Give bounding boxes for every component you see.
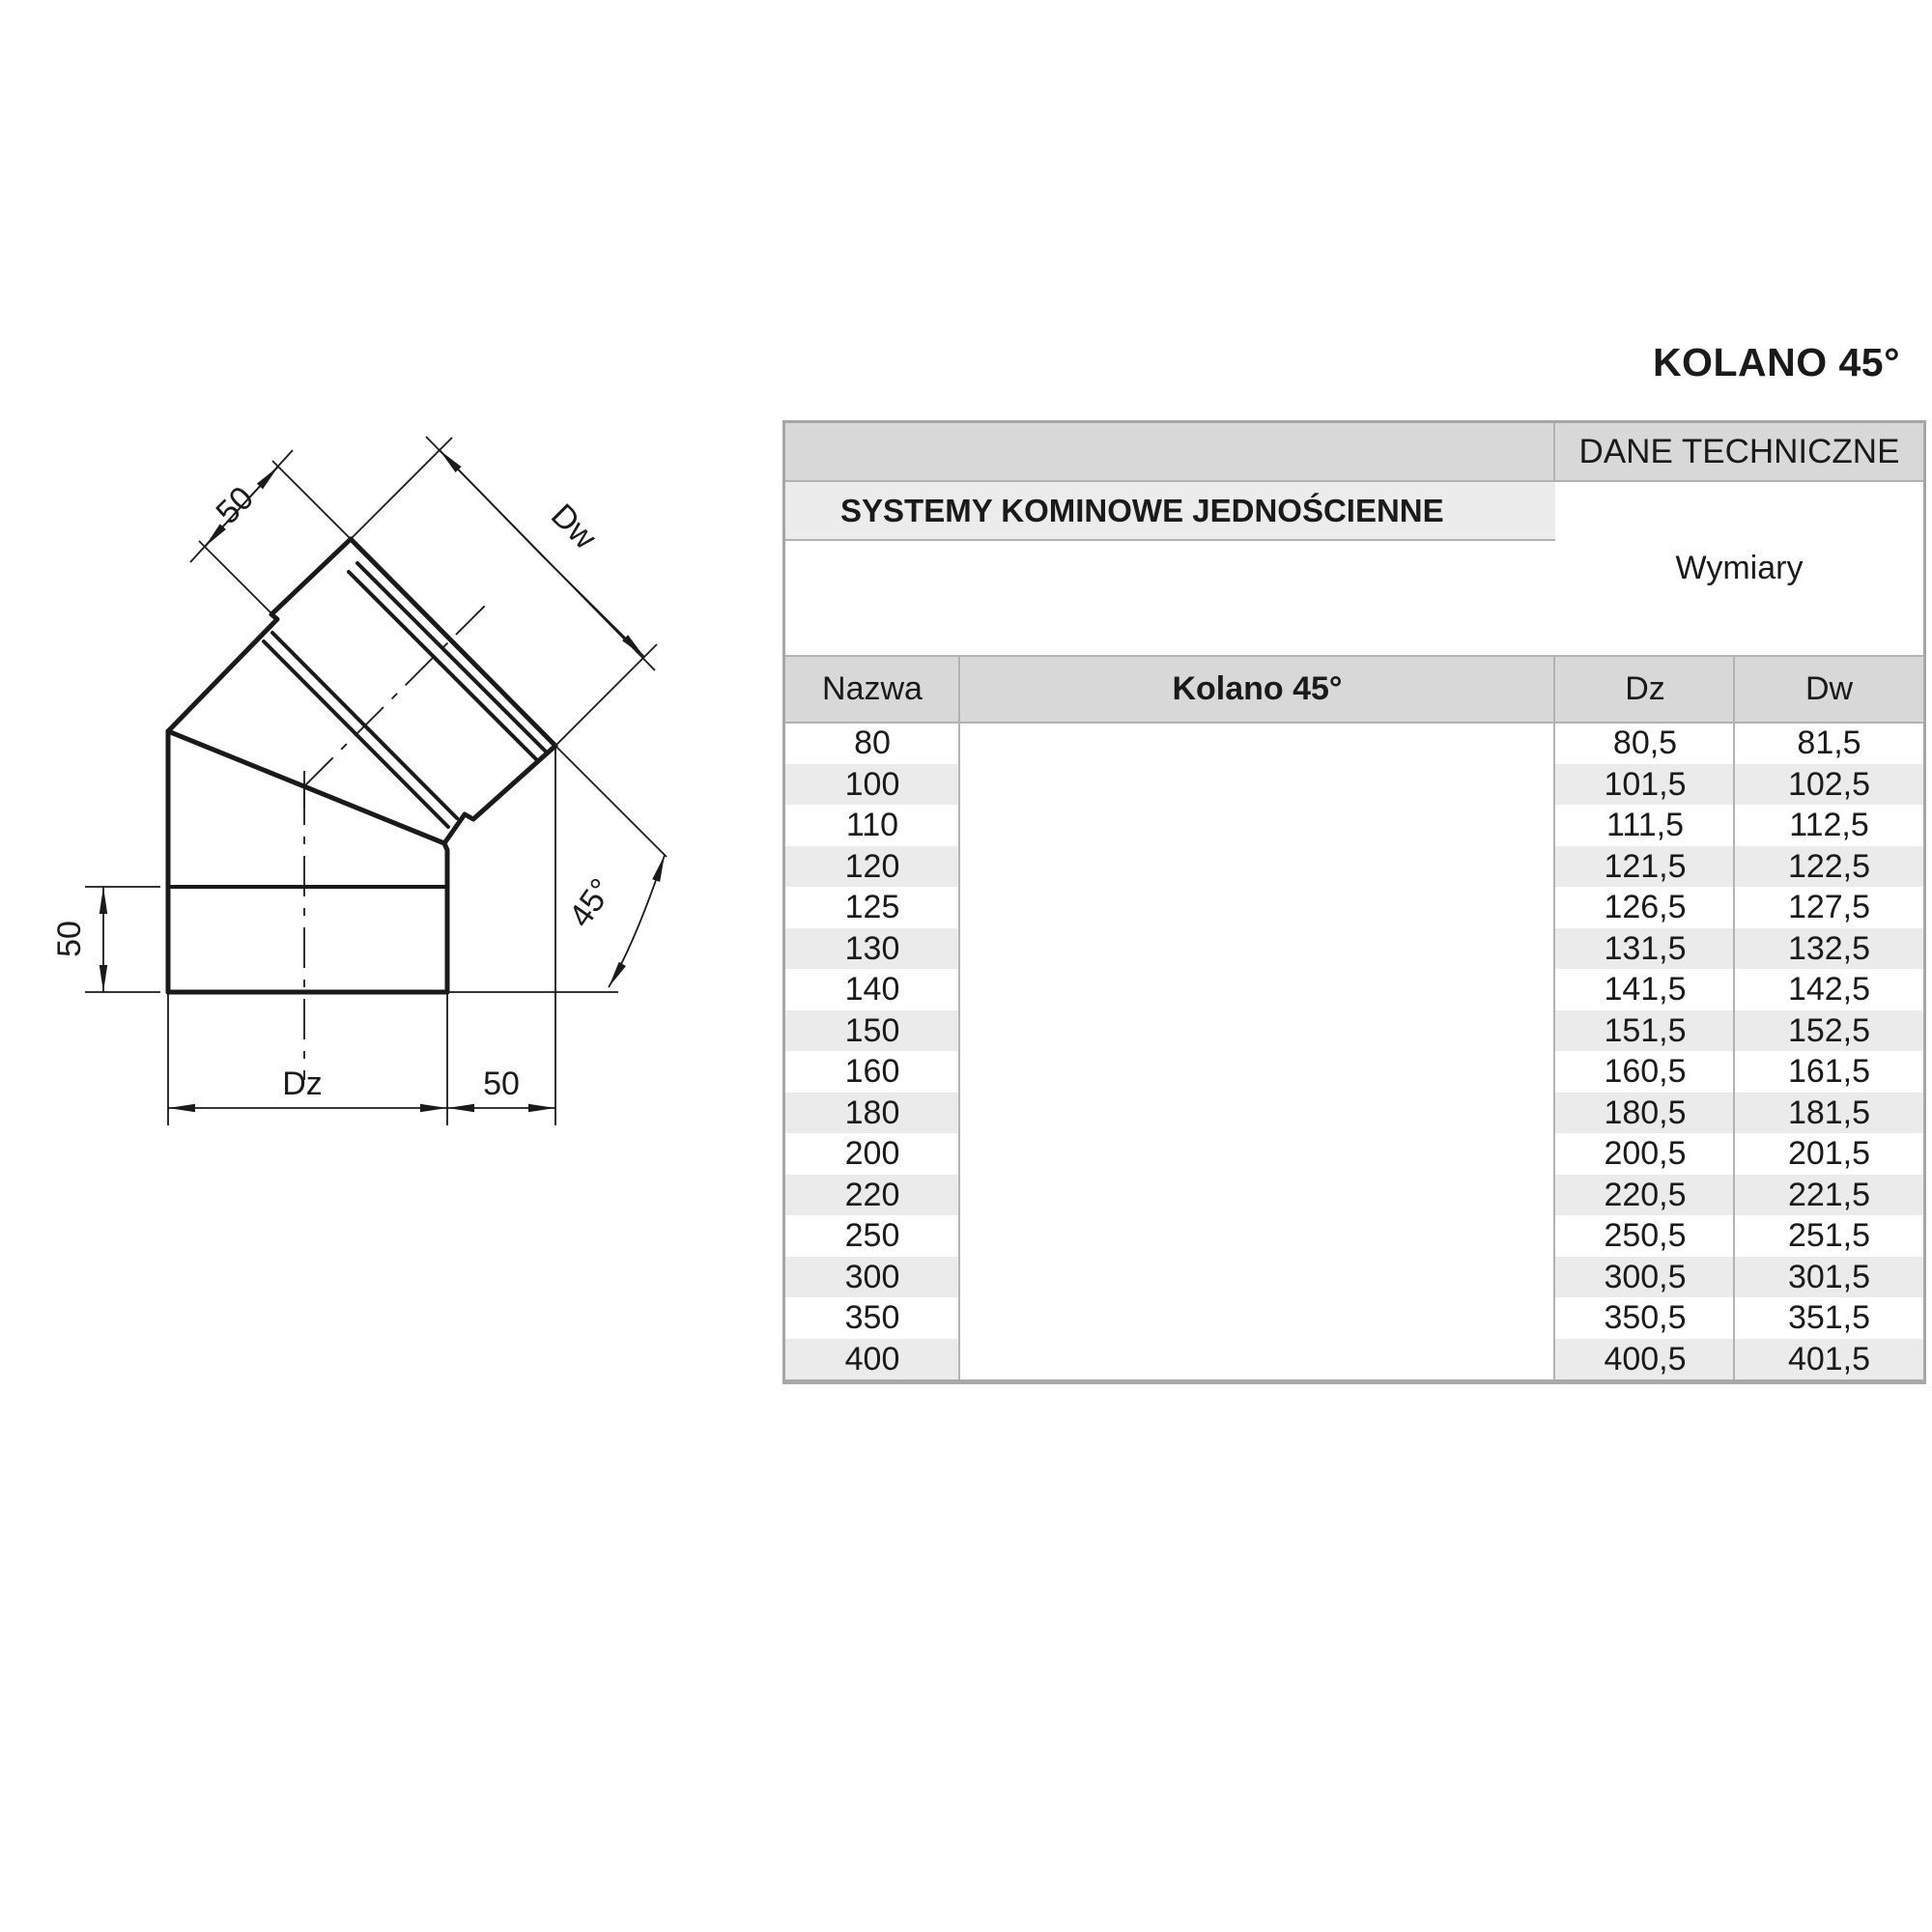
grid-line-h3	[785, 655, 1923, 657]
grid-line-v2	[1553, 655, 1555, 1379]
cell-name: 150	[844, 1011, 900, 1049]
cell-dw: 81,5	[1797, 724, 1861, 761]
grid-line-v3	[958, 655, 960, 1379]
dim-label-socket-top: 50	[209, 479, 262, 532]
grid-line-v4	[1733, 655, 1735, 1379]
centerlines	[304, 606, 485, 1080]
cell-dz: 220,5	[1604, 1176, 1687, 1213]
cell-dz: 151,5	[1604, 1011, 1687, 1049]
dimensions-label-cell: Wymiary	[1555, 482, 1923, 655]
grid-line-h2	[785, 539, 1555, 541]
page-title: KOLANO 45°	[1652, 340, 1900, 384]
cell-dw: 102,5	[1787, 765, 1871, 803]
cell-dw: 161,5	[1787, 1053, 1871, 1090]
grid-line-h4	[785, 722, 1923, 724]
cell-dw: 251,5	[1787, 1217, 1871, 1254]
grid-line-v1	[1553, 423, 1555, 480]
cell-dz: 400,5	[1604, 1340, 1687, 1378]
cell-dz: 131,5	[1604, 929, 1687, 967]
cell-name: 140	[844, 971, 900, 1008]
cell-name: 125	[844, 889, 900, 925]
product-image-cell	[960, 722, 1554, 1379]
cell-dw: 127,5	[1787, 889, 1871, 925]
cell-dz: 200,5	[1604, 1135, 1687, 1172]
cell-dw: 401,5	[1787, 1340, 1871, 1378]
cell-name: 100	[844, 765, 900, 803]
cell-name: 80	[854, 724, 891, 761]
cell-name: 350	[844, 1299, 900, 1336]
cell-dz: 300,5	[1604, 1258, 1687, 1295]
column-header-name: Nazwa	[785, 657, 959, 722]
cell-name: 130	[844, 929, 900, 967]
cell-dw: 301,5	[1787, 1258, 1871, 1295]
cell-dw: 132,5	[1787, 929, 1871, 967]
cell-dz: 111,5	[1605, 807, 1685, 843]
cell-name: 220	[844, 1176, 900, 1213]
dim-label-angle: 45°	[561, 871, 621, 934]
cell-dz: 141,5	[1604, 971, 1687, 1008]
dim-label-collar-left: 50	[51, 921, 88, 957]
cell-dw: 201,5	[1787, 1135, 1871, 1172]
elbow-outline	[168, 539, 555, 992]
cell-name: 250	[844, 1217, 900, 1254]
cell-name: 180	[844, 1094, 900, 1131]
cell-dz: 250,5	[1604, 1217, 1687, 1254]
cell-name: 160	[844, 1053, 900, 1090]
cell-dz: 80,5	[1612, 724, 1678, 761]
column-header-product: Kolano 45°	[959, 657, 1555, 722]
elbow-technical-drawing	[39, 406, 715, 1275]
cell-dw: 152,5	[1787, 1011, 1871, 1049]
cell-name: 300	[844, 1258, 900, 1295]
column-header-dz: Dz	[1555, 657, 1735, 722]
cell-dw: 181,5	[1787, 1094, 1871, 1131]
cell-name: 110	[845, 807, 899, 843]
cell-dw: 142,5	[1787, 971, 1871, 1008]
cell-dz: 350,5	[1604, 1299, 1687, 1336]
cell-dw: 351,5	[1787, 1299, 1871, 1336]
dane-techniczne-header: DANE TECHNICZNE	[1555, 423, 1923, 480]
angle-arc	[609, 855, 665, 987]
cell-dz: 126,5	[1604, 889, 1687, 925]
dim-label-dw: Dw	[543, 497, 604, 557]
cell-name: 400	[844, 1340, 900, 1378]
cell-dw: 221,5	[1787, 1176, 1871, 1213]
cell-dw: 112,5	[1789, 807, 1869, 843]
column-header-dw: Dw	[1735, 657, 1923, 722]
systems-header: SYSTEMY KOMINOWE JEDNOŚCIENNE	[785, 482, 1555, 539]
grid-line-h1	[785, 480, 1923, 482]
cell-dz: 101,5	[1604, 765, 1687, 803]
cell-dz: 121,5	[1604, 847, 1687, 885]
cell-dz: 180,5	[1604, 1094, 1687, 1131]
cell-dz: 160,5	[1604, 1053, 1687, 1090]
cell-dw: 122,5	[1787, 847, 1871, 885]
dim-label-dz: Dz	[282, 1065, 323, 1102]
cell-name: 120	[844, 847, 900, 885]
cell-name: 200	[844, 1135, 900, 1172]
spec-table	[782, 420, 1926, 1384]
dim-label-socket-bottom: 50	[483, 1065, 520, 1102]
